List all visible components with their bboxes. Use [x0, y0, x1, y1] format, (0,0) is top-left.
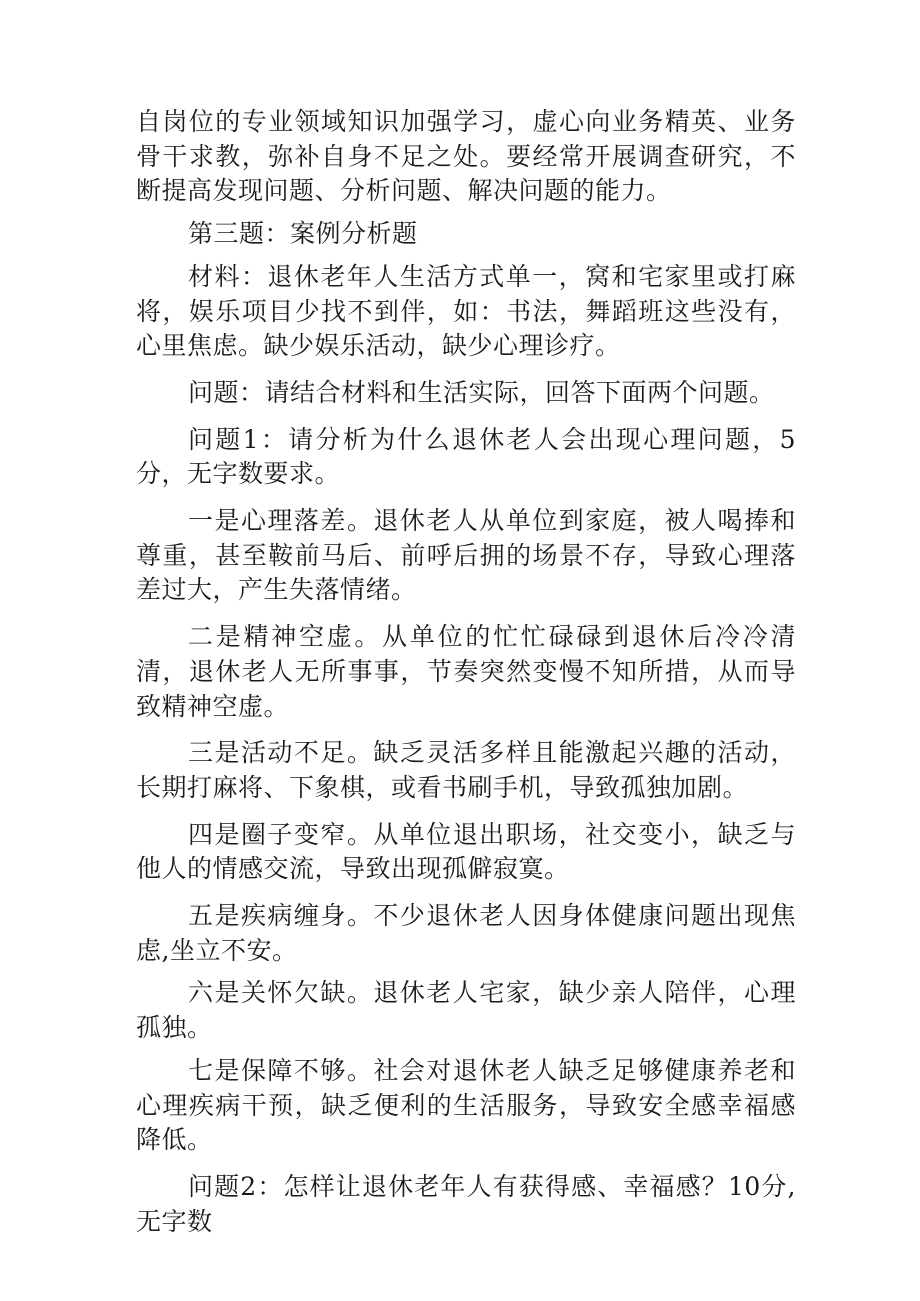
- paragraph-point-4: 四是圈子变窄。从单位退出职场，社交变小，缺乏与他人的情感交流，导致出现孤僻寂寞。: [136, 819, 796, 884]
- paragraph-question-intro: 问题：请结合材料和生活实际，回答下面两个问题。: [188, 377, 775, 407]
- paragraph-material: 材料：退休老年人生活方式单一，窝和宅家里或打麻将，娱乐项目少找不到伴，如：书法，舞蹈班这些没有，心里焦虑。缺少娱乐活动，缺少心理诊疗。: [136, 261, 796, 361]
- paragraph-point-7: 七是保障不够。社会对退休老人缺乏足够健康养老和心理疾病干预，缺乏便利的生活服务，导致安全感幸福感降低。: [136, 1055, 796, 1155]
- paragraph-continuation: 自岗位的专业领域知识加强学习，虚心向业务精英、业务骨干求教，弥补自身不足之处。要经常开展调查研究，不断提高发现问题、分析问题、解决问题的能力。: [136, 107, 796, 206]
- paragraph-point-5: 五是疾病缠身。不少退休老人因身体健康问题出现焦虑,坐立不安。: [136, 901, 796, 965]
- paragraph-point-2: 二是精神空虚。从单位的忙忙碌碌到退休后冷冷清清，退休老人无所事事，节奏突然变慢不知所措，从而导致精神空虚。: [136, 622, 796, 721]
- paragraph-question-2: 问题2：怎样让退休老年人有获得感、幸福感？10分,无字数: [136, 1171, 796, 1236]
- paragraph-point-1: 一是心理落差。退休老人从单位到家庭，被人喝捧和尊重，甚至鞍前马后、前呼后拥的场景不存，导致心理落差过大，产生失落情绪。: [136, 506, 796, 605]
- document-body: [136, 105, 796, 1239]
- section-heading: 第三题：案例分析题: [188, 219, 418, 249]
- paragraph-point-6: 六是关怀欠缺。退休老人宅家，缺少亲人陪伴，心理孤独。: [136, 978, 796, 1043]
- paragraph-point-3: 三是活动不足。缺乏灵活多样且能激起兴趣的活动，长期打麻将、下象棋，或看书刷手机，导致孤独加剧。: [136, 738, 796, 802]
- paragraph-question-1: 问题1：请分析为什么退休老人会出现心理问题，5分，无字数要求。: [136, 424, 796, 489]
